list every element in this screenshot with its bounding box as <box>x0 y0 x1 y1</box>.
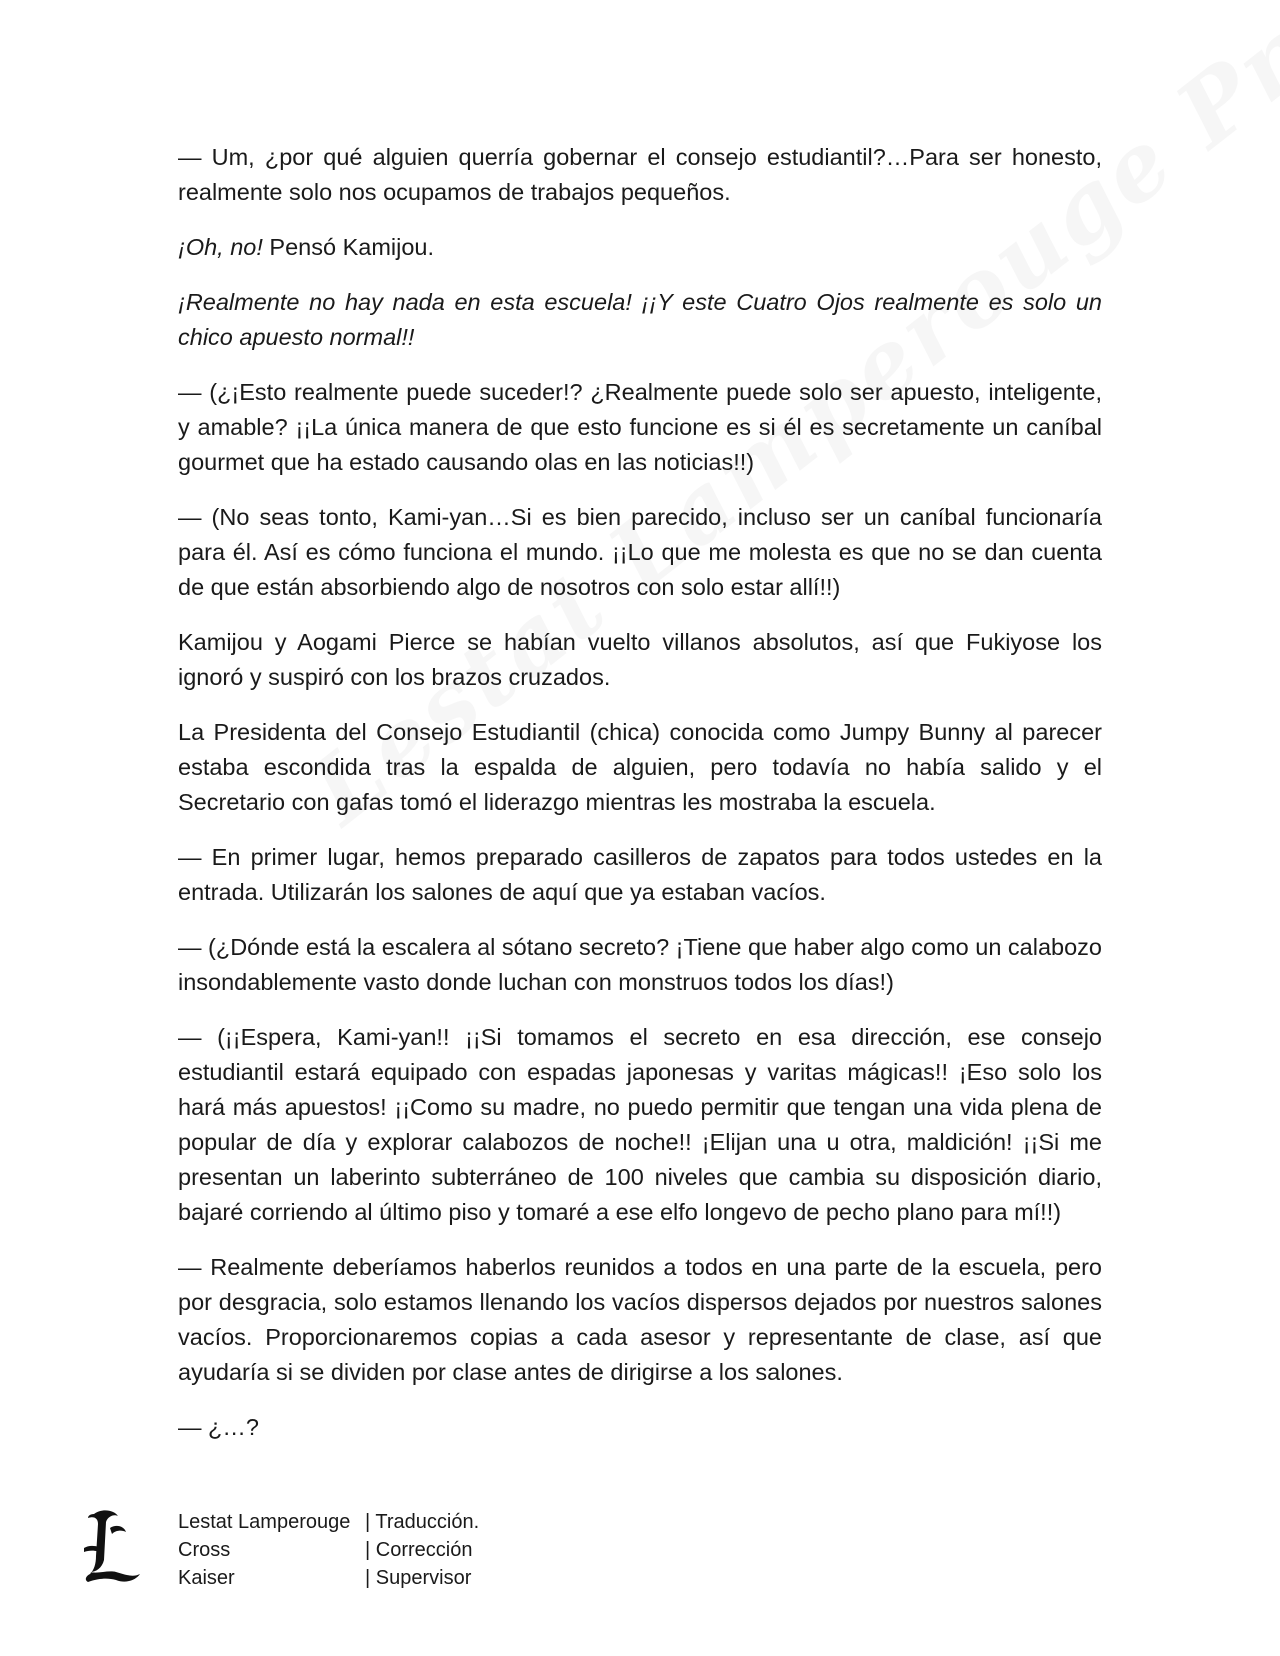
paragraph <box>178 230 1102 265</box>
paragraph: Kamijou y Aogami Pierce se habían vuelto villanos absolutos, así que Fukiyose los ignoró y suspiró con los brazos cruzados. <box>178 629 1102 690</box>
footer <box>80 1508 680 1598</box>
paragraph: La Presidenta del Consejo Estudiantil (chica) conocida como Jumpy Bunny al parecer estaba escondida tras la espalda de alguien, pero todavía no había salido y el Secretario con gafas tomó el liderazgo mientras les mostraba la escuela. <box>178 719 1102 815</box>
credit-role: | Corrección <box>365 1539 473 1561</box>
paragraph: — En primer lugar, hemos preparado casilleros de zapatos para todos ustedes en la entrada. Utilizarán los salones de aquí que ya estaban vacíos. <box>178 844 1102 905</box>
credit-name: Lestat Lamperouge <box>178 1511 351 1533</box>
paragraph: — ¿…? <box>178 1414 259 1440</box>
paragraph-rest: Pensó Kamijou. <box>262 234 435 260</box>
credit-role: | Traducción. <box>365 1511 480 1533</box>
credit-name: Cross <box>178 1539 231 1561</box>
paragraph: — (¿¡Esto realmente puede suceder!? ¿Realmente puede solo ser apuesto, inteligente, y amable? ¡¡La única manera de que esto funcione es si él es secretamente un caníbal gourmet que ha estado causando olas en las noticias!!) <box>178 379 1102 475</box>
credits-list <box>178 1508 479 1592</box>
paragraph: — (No seas tonto, Kami-yan…Si es bien parecido, incluso ser un caníbal funcionaría para él. Así es cómo funciona el mundo. ¡¡Lo que me molesta es que no se dan cuenta de que están absorbiendo algo de nosotros con solo estar allí!!) <box>178 504 1102 600</box>
gothic-l-logo-icon <box>80 1508 144 1584</box>
credit-name: Kaiser <box>178 1567 235 1589</box>
paragraph: — (¿Dónde está la escalera al sótano secreto? ¡Tiene que haber algo como un calabozo insondablemente vasto donde luchan con monstruos todos los días!) <box>178 934 1103 995</box>
credit-row <box>178 1508 479 1536</box>
credit-row <box>178 1536 479 1564</box>
paragraph: — Realmente deberíamos haberlos reunidos a todos en una parte de la escuela, pero por desgracia, solo estamos llenando los vacíos dispersos dejados por nuestros salones vacíos. Proporcionaremos copias a cada asesor y representante de clase, así que ayudaría si se dividen por clase antes de dirigirse a los salones. <box>178 1254 1102 1385</box>
paragraph-italic: ¡Realmente no hay nada en esta escuela! ¡¡Y este Cuatro Ojos realmente es solo un chico apuesto normal!! <box>178 289 1102 350</box>
credit-role: | Supervisor <box>365 1567 472 1589</box>
credit-row <box>178 1564 479 1592</box>
paragraph: — Um, ¿por qué alguien querría gobernar el consejo estudiantil?…Para ser honesto, realmente solo nos ocupamos de trabajos pequeños. <box>178 144 1102 205</box>
paragraph: — (¡¡Espera, Kami-yan!! ¡¡Si tomamos el secreto en esa dirección, ese consejo estudiantil estará equipado con espadas japonesas y varitas mágicas!! ¡Eso solo los hará más apuestos! ¡¡Como su madre, no puedo permitir que tengan una vida plena de popular de día y explorar calabozos de noche!! ¡Elijan una u otra, maldición! ¡¡Si me presentan un laberinto subterráneo de 100 niveles que cambia su disposición diario, bajaré corriendo al último piso y tomaré a ese elfo longevo de pecho plano para mí!!) <box>178 1024 1102 1225</box>
paragraph-italic-part: ¡Oh, no! <box>178 234 263 260</box>
body-text <box>178 140 1102 1445</box>
